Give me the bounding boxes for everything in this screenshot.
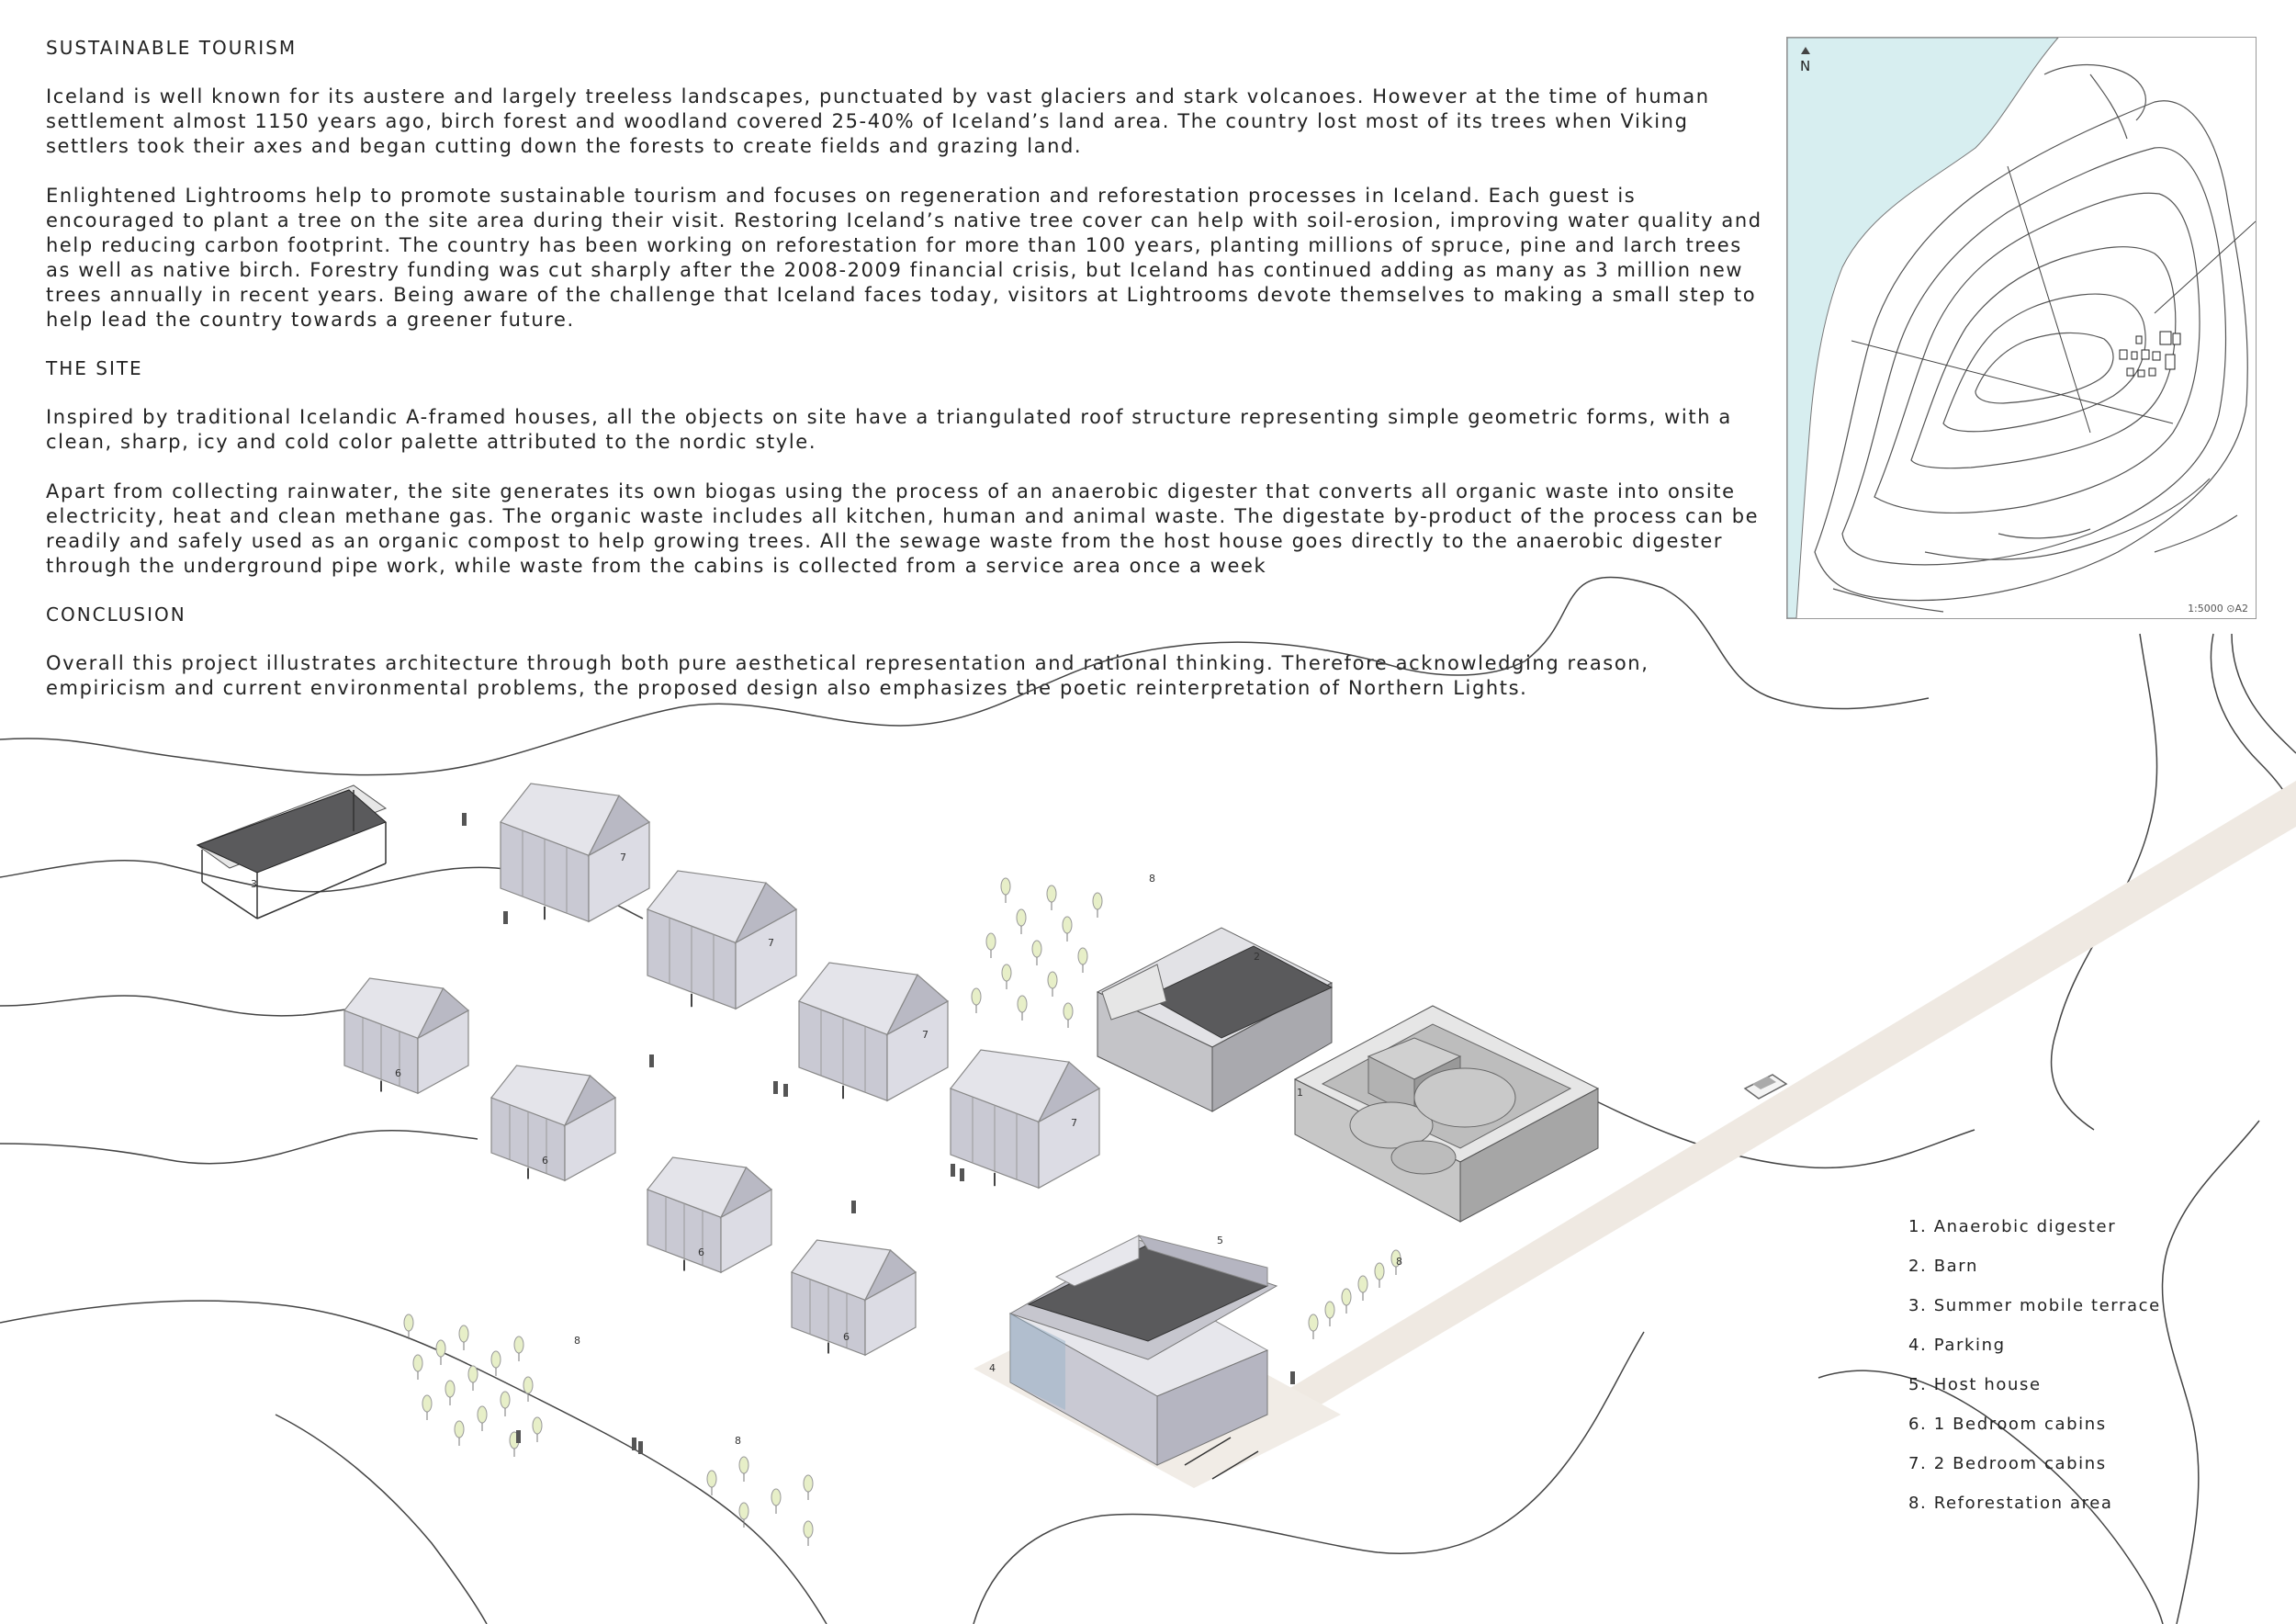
callout-8d: 8 xyxy=(735,1435,741,1447)
tree-38 xyxy=(1375,1263,1384,1288)
legend-item-1-bedroom-cabins: 6. 1 Bedroom cabins xyxy=(1908,1415,2107,1434)
tree-12 xyxy=(1064,1003,1073,1028)
paragraph-biogas: Apart from collecting rainwater, the site generates its own biogas using the process of an anaerobic digester that converts all organic waste into onsite electricity, heat and clean methane gas. The organic waste includes all kitchen, human and animal waste. The digestate by-product of the process can be readily and safely used as an organic compost to help growing trees. All the sewage waste from the host house goes directly to the anaerobic digester through the underground pipe work, while waste from the cabins is collected from a service area once a week xyxy=(46,480,1760,577)
tree-8 xyxy=(1002,964,1011,989)
tree-10 xyxy=(972,988,981,1013)
tree-25 xyxy=(533,1417,542,1442)
legend-item-summer-terrace: 3. Summer mobile terrace xyxy=(1908,1296,2161,1315)
callout-8c: 8 xyxy=(574,1335,580,1347)
tree-9 xyxy=(1048,972,1057,997)
tree-30 xyxy=(707,1471,716,1495)
callout-6b: 6 xyxy=(542,1155,548,1167)
summer-terrace xyxy=(197,785,386,919)
tree-3 xyxy=(1017,909,1026,934)
paragraph-conclusion: Overall this project illustrates architecture through both pure aesthetical representation and rational thinking. Therefore acknowledging reason, empiricism and current environmental problems, the proposed design also emphasizes the poetic reinterpretation of Northern Lights. xyxy=(46,652,1649,699)
paragraph-history: Iceland is well known for its austere and largely treeless landscapes, punctuated by vast glaciers and stark volcanoes. However at the time of human settlement almost 1150 years ago, birch forest and woodland covered 25-40% of Iceland’s land area. The country lost most of its trees when Viking settlers took their axes and began cutting down the forests to create fields and grazing land. xyxy=(46,85,1710,157)
tree-2 xyxy=(1093,893,1102,918)
tree-22 xyxy=(501,1392,510,1416)
tree-23 xyxy=(422,1395,432,1420)
tree-17 xyxy=(491,1351,501,1376)
legend-item-anaerobic-digester: 1. Anaerobic digester xyxy=(1908,1217,2117,1236)
callout-4: 4 xyxy=(989,1362,996,1374)
cabin-2bed-1 xyxy=(501,784,649,921)
tree-0 xyxy=(1001,878,1010,903)
tree-5 xyxy=(986,933,996,958)
tree-15 xyxy=(514,1336,523,1361)
tree-29 xyxy=(804,1475,813,1500)
tree-36 xyxy=(1342,1289,1351,1314)
tree-6 xyxy=(1032,941,1041,965)
tree-31 xyxy=(771,1489,781,1514)
legend xyxy=(1908,1217,2161,1533)
tree-21 xyxy=(445,1381,455,1405)
cabins-group xyxy=(344,784,1099,1355)
legend-item-reforestation-area: 8. Reforestation area xyxy=(1908,1494,2113,1513)
callout-6d: 6 xyxy=(843,1331,850,1343)
paragraph-lightrooms: Enlightened Lightrooms help to promote sustainable tourism and focuses on regeneration and reforestation processes in Iceland. Each guest is encouraged to plant a tree on the site area during their visit. Restoring Iceland’s native tree cover can help with soil-erosion, improving water quality and help reducing carbon footprint. The country has been working on reforestation for more than 100 years, planting millions of spruce, pine and larch trees as well as native birch. Forestry funding was cut sharply after the 2008-2009 financial crisis, but Iceland has continued adding as many as 3 million new trees annually in recent years. Being aware of the challenge that Iceland faces today, visitors at Lightrooms devote themselves to making a small step to help lead the country towards a greener future. xyxy=(46,185,1762,331)
callout-7c: 7 xyxy=(922,1029,929,1041)
tree-33 xyxy=(804,1521,813,1546)
cabin-1bed-1 xyxy=(344,978,468,1093)
tree-28 xyxy=(739,1457,748,1482)
legend-item-parking: 4. Parking xyxy=(1908,1336,2006,1355)
tree-16 xyxy=(436,1340,445,1365)
heading-conclusion: CONCLUSION xyxy=(46,603,186,626)
tree-18 xyxy=(413,1355,422,1380)
legend-item-2-bedroom-cabins: 7. 2 Bedroom cabins xyxy=(1908,1454,2107,1473)
tree-11 xyxy=(1018,996,1027,1021)
tree-34 xyxy=(1309,1314,1318,1339)
callout-7b: 7 xyxy=(768,937,774,949)
cabin-1bed-4 xyxy=(792,1240,916,1355)
tree-26 xyxy=(455,1421,464,1446)
anaerobic-digester xyxy=(1295,1006,1598,1222)
heading-the-site: THE SITE xyxy=(46,357,143,379)
cabin-1bed-2 xyxy=(491,1066,615,1180)
tree-1 xyxy=(1047,885,1056,910)
callout-8b: 8 xyxy=(1396,1256,1402,1268)
tree-35 xyxy=(1325,1302,1334,1326)
callout-8a: 8 xyxy=(1149,873,1155,885)
tree-19 xyxy=(468,1366,478,1391)
tree-24 xyxy=(478,1406,487,1431)
tree-13 xyxy=(404,1314,413,1339)
heading-sustainable-tourism: SUSTAINABLE TOURISM xyxy=(46,37,298,59)
legend-item-barn: 2. Barn xyxy=(1908,1257,1978,1276)
north-label: N xyxy=(1800,58,1811,74)
callout-1: 1 xyxy=(1297,1087,1303,1099)
tree-37 xyxy=(1358,1276,1367,1301)
legend-item-host-house: 5. Host house xyxy=(1908,1375,2042,1394)
map-scale: 1:5000 ⊙A2 xyxy=(2188,603,2248,615)
tree-20 xyxy=(523,1377,533,1402)
callout-6a: 6 xyxy=(395,1067,401,1079)
cabin-1bed-3 xyxy=(647,1157,771,1272)
callout-5: 5 xyxy=(1217,1235,1223,1246)
callout-7d: 7 xyxy=(1071,1117,1077,1129)
paragraph-inspiration: Inspired by traditional Icelandic A-framed houses, all the objects on site have a triangulated roof structure representing simple geometric forms, with a clean, sharp, icy and cold color palette attributed to the nordic style. xyxy=(46,406,1732,453)
callout-2: 2 xyxy=(1254,951,1260,963)
tree-14 xyxy=(459,1325,468,1350)
callout-6c: 6 xyxy=(698,1246,704,1258)
callout-7a: 7 xyxy=(620,851,626,863)
tree-32 xyxy=(739,1503,748,1528)
tree-4 xyxy=(1063,917,1072,942)
callout-3: 3 xyxy=(251,878,257,890)
tree-7 xyxy=(1078,948,1087,973)
